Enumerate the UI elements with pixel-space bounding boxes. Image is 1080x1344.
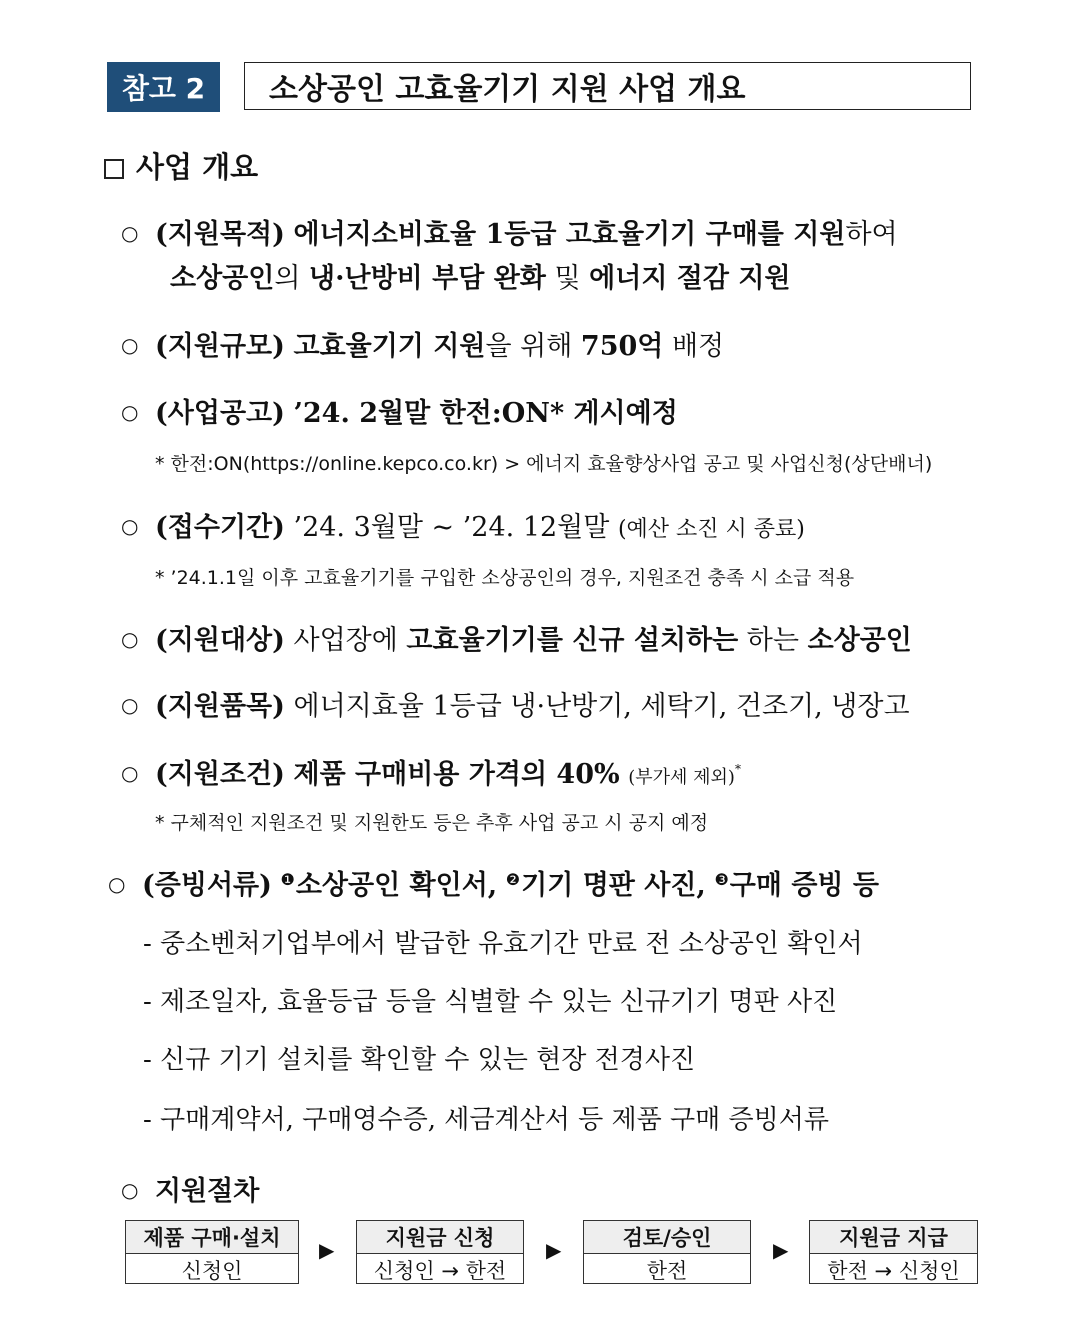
notice-text: ’24. 2월말 한전:ON* 게시예정 xyxy=(293,398,678,429)
doc-detail-1: - 중소벤처기업부에서 발급한 유효기간 만료 전 소상공인 확인서 xyxy=(143,929,863,959)
item-scale xyxy=(121,324,724,363)
doc-item-1: 소상공인 확인서, xyxy=(295,870,498,901)
period-footnote: * ’24.1.1일 이후 고효율기기를 구입한 소상공인의 경우, 지원조건 충족 시 소급 적용 xyxy=(155,567,855,589)
doc-item-3: 구매 증빙 등 xyxy=(729,870,879,901)
conditions-footnote: * 구체적인 지원조건 및 지원한도 등은 추후 사업 공고 시 공지 예정 xyxy=(155,812,709,834)
purpose-goal-1: 냉·난방비 부담 완화 xyxy=(309,263,546,294)
period-paren: (예산 소진 시 종료) xyxy=(617,517,805,542)
scale-amount: 750억 xyxy=(580,331,664,362)
arrow-right-icon: ▶ xyxy=(546,1238,562,1262)
flow-step-actor: 한전 → 신청인 xyxy=(827,1258,960,1283)
circle-bullet-icon: ○ xyxy=(121,514,139,538)
arrow-right-icon: ▶ xyxy=(773,1238,789,1262)
flow-step-title: 지원금 지급 xyxy=(810,1221,977,1254)
item-label: 지원절차 xyxy=(155,1176,260,1207)
item-target xyxy=(121,618,912,657)
item-procedure xyxy=(121,1169,259,1208)
doc-detail-4: - 구매계약서, 구매영수증, 세금계산서 등 제품 구매 증빙서류 xyxy=(143,1105,829,1135)
flow-step-actor: 신청인 → 한전 xyxy=(373,1258,507,1283)
item-label: (지원목적) xyxy=(155,219,285,250)
scale-text: 을 위해 xyxy=(485,331,573,362)
item-label: (지원대상) xyxy=(155,625,285,656)
item-label: (사업공고) xyxy=(155,398,285,429)
flow-step-1 xyxy=(125,1220,299,1284)
flow-step-title: 제품 구매·설치 xyxy=(126,1221,298,1254)
item-label: (증빙서류) xyxy=(142,870,272,901)
circle-bullet-icon: ○ xyxy=(121,333,139,357)
conditions-text: 제품 구매비용 가격의 40% xyxy=(293,759,620,790)
item-label: (지원품목) xyxy=(155,691,285,722)
circle-bullet-icon: ○ xyxy=(121,693,139,717)
square-bullet-icon xyxy=(104,159,124,179)
purpose-particle: 의 xyxy=(274,263,301,294)
document-title: 소상공인 고효율기기 지원 사업 개요 xyxy=(244,62,971,110)
scale-text-bold: 고효율기기 지원 xyxy=(293,331,486,362)
item-notice xyxy=(121,391,678,430)
section-title: 사업 개요 xyxy=(136,150,259,184)
flow-step-title: 검토/승인 xyxy=(584,1221,750,1254)
item-label: (지원규모) xyxy=(155,331,285,362)
item-documents xyxy=(108,863,879,902)
purpose-target: 소상공인 xyxy=(170,263,275,294)
products-text: 에너지효율 1등급 냉·난방기, 세탁기, 건조기, 냉장고 xyxy=(293,691,910,722)
item-label: (접수기간) xyxy=(155,512,285,543)
conditions-paren: (부가세 제외) xyxy=(628,767,735,788)
circle-bullet-icon: ○ xyxy=(108,872,126,896)
reference-tag: 참고 2 xyxy=(107,62,220,112)
target-text-2: 하는 xyxy=(746,625,799,656)
target-text: 사업장에 xyxy=(293,625,398,656)
conditions-footnote-mark: * xyxy=(734,762,741,776)
purpose-text: 하여 xyxy=(845,219,898,250)
purpose-conj: 및 xyxy=(554,263,581,294)
period-text: ’24. 3월말 ~ ’24. 12월말 xyxy=(293,512,610,543)
circle-bullet-icon: ○ xyxy=(121,221,139,245)
flow-step-3 xyxy=(583,1220,751,1284)
item-conditions xyxy=(121,752,741,791)
flow-step-2 xyxy=(356,1220,524,1284)
purpose-text-bold: 에너지소비효율 1등급 고효율기기 구매를 지원 xyxy=(293,219,846,250)
target-audience: 소상공인 xyxy=(807,625,912,656)
arrow-right-icon: ▶ xyxy=(319,1238,335,1262)
item-purpose-line2 xyxy=(170,256,791,295)
circle-bullet-icon: ○ xyxy=(121,400,139,424)
flow-step-title: 지원금 신청 xyxy=(357,1221,523,1254)
item-period xyxy=(121,505,805,544)
doc-detail-3: - 신규 기기 설치를 확인할 수 있는 현장 전경사진 xyxy=(143,1045,696,1075)
circle-bullet-icon: ○ xyxy=(121,761,139,785)
flow-step-4 xyxy=(809,1220,978,1284)
circle-bullet-icon: ○ xyxy=(121,627,139,651)
procedure-flow xyxy=(125,1220,980,1286)
scale-text-end: 배정 xyxy=(671,331,725,362)
doc-number-2: ❷ xyxy=(505,870,521,889)
doc-number-1: ❶ xyxy=(280,870,295,889)
item-label: (지원조건) xyxy=(155,759,285,790)
circle-bullet-icon: ○ xyxy=(121,1178,139,1202)
purpose-goal-2: 에너지 절감 지원 xyxy=(589,263,791,294)
flow-step-actor: 한전 xyxy=(646,1258,688,1283)
item-products xyxy=(121,684,910,723)
flow-step-actor: 신청인 xyxy=(181,1258,243,1283)
item-purpose xyxy=(121,212,898,251)
doc-number-3: ❸ xyxy=(714,870,729,889)
document-header xyxy=(107,62,973,112)
doc-item-2: 기기 명판 사진, xyxy=(521,870,706,901)
target-text-bold: 고효율기기를 신규 설치하는 xyxy=(406,625,739,656)
section-heading xyxy=(104,145,258,186)
notice-footnote: * 한전:ON(https://online.kepco.co.kr) > 에너지 효율향상사업 공고 및 사업신청(상단배너) xyxy=(155,453,933,475)
doc-detail-2: - 제조일자, 효율등급 등을 식별할 수 있는 신규기기 명판 사진 xyxy=(143,987,838,1017)
